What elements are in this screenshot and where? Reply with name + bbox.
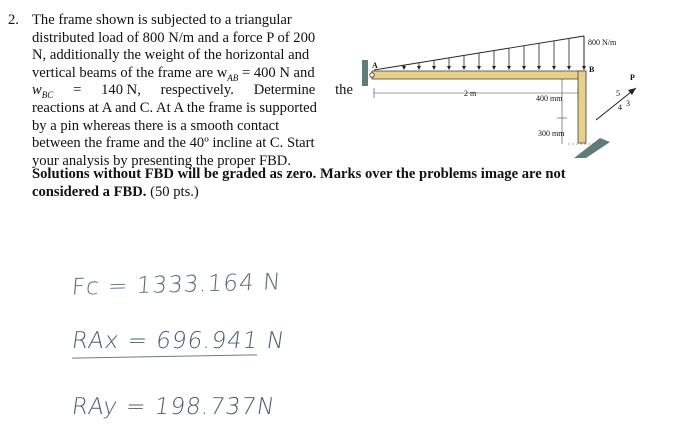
load-arrow-head: [522, 66, 526, 70]
problem-line-3: [8, 47, 353, 65]
load-arrow-head: [582, 66, 586, 70]
problem-text: N, additionally the weight of the horizontal and: [32, 47, 310, 64]
problem-text: the: [335, 82, 353, 99]
load-arrow-head: [567, 66, 571, 70]
slope-3-label: 3: [626, 99, 630, 108]
pin-joint: [370, 73, 374, 77]
problem-text: your analysis by presenting the proper FBD.: [32, 152, 291, 169]
beam-ab: [372, 71, 586, 79]
point-b-label: B: [589, 65, 595, 74]
problem-line-4: [8, 65, 353, 83]
points-label: (50 pts.): [146, 183, 199, 200]
wab-subscript: AB: [227, 72, 239, 83]
problem-line-1: [8, 12, 353, 30]
load-arrow-head: [477, 66, 481, 70]
slope-4-label: 4: [618, 103, 622, 112]
frame-figure: [360, 18, 660, 158]
point-a-label: A: [372, 61, 378, 70]
load-arrow-head: [432, 66, 436, 70]
incline-c: [568, 138, 610, 158]
wbc-expression: [32, 82, 53, 100]
problem-line-6: [8, 100, 353, 118]
wbc-subscript: BC: [41, 90, 54, 101]
problem-text: vertical beams of the frame are w: [32, 64, 228, 81]
load-arrow-head: [537, 66, 541, 70]
load-arrow-head: [507, 66, 511, 70]
handwritten-ray: RAy = 198.737N: [70, 394, 277, 420]
problem-line-8: [8, 135, 353, 153]
problem-number: 2.: [8, 12, 19, 28]
dim-lower-label: 300 mm: [538, 129, 565, 138]
wab-value: = 400 N and: [238, 64, 315, 81]
force-p-label: P: [630, 73, 635, 82]
slope-5-label: 5: [616, 89, 620, 98]
problem-text: Determine: [253, 82, 316, 99]
grading-note: [8, 166, 668, 201]
handwritten-underline: [72, 354, 257, 358]
load-arrow-head: [417, 66, 421, 70]
load-arrows: [402, 36, 586, 70]
grading-line-2: [8, 184, 668, 202]
load-label: 800 N/m: [588, 38, 617, 47]
grading-line-1: Solutions without FBD will be graded as zero. Marks over the problems image are not: [32, 166, 566, 182]
problem-text: respectively.: [160, 82, 234, 99]
problem-text: by a pin whereas there is a smooth contact: [32, 117, 280, 134]
load-arrow-head: [492, 66, 496, 70]
problem-text: distributed load of 800 N/m and a force P of 200: [32, 29, 316, 46]
handwritten-rax: RAx = 696.941 N: [70, 328, 287, 354]
load-arrow-head: [402, 66, 406, 70]
problem-text: reactions at A and C. At A the frame is supported: [32, 99, 317, 116]
problem-line-7: [8, 118, 353, 136]
problem-text: The frame shown is subjected to a triangular: [32, 12, 292, 28]
pin-wall: [362, 60, 368, 86]
grading-text: considered a FBD.: [32, 183, 147, 200]
wbc-equals: =: [73, 82, 82, 99]
load-arrow-head: [552, 66, 556, 70]
wbc-label: w: [32, 82, 42, 99]
problem-line-5: [8, 82, 353, 100]
load-arrow-head: [447, 66, 451, 70]
problem-statement: [8, 12, 353, 170]
problem-line-2: [8, 30, 353, 48]
beam-bc: [578, 71, 586, 143]
problem-text: between the frame and the 40º incline at C. Start: [32, 135, 315, 152]
wbc-value: 140 N,: [101, 82, 141, 99]
handwritten-fc: Fc = 1333.164 N: [70, 269, 283, 301]
load-arrow-head: [462, 66, 466, 70]
dim-upper-label: 400 mm: [536, 94, 563, 103]
span-label: 2 m: [464, 89, 477, 98]
